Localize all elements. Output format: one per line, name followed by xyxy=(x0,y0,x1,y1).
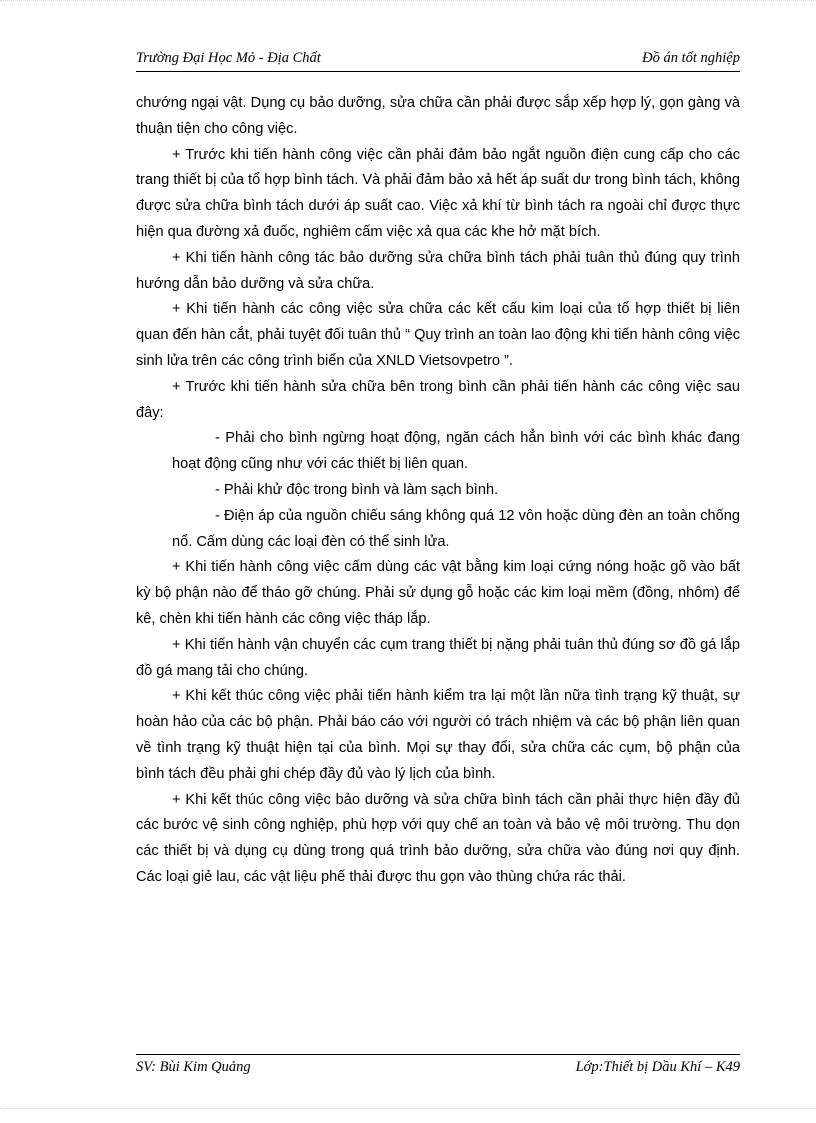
page-header xyxy=(136,50,740,72)
paragraph: + Khi tiến hành vận chuyển các cụm trang thiết bị nặng phải tuân thủ đúng sơ đồ gá lắp đồ gá mang tải cho chúng. xyxy=(136,636,740,679)
paragraph: + Khi tiến hành các công việc sửa chữa các kết cấu kim loại của tổ hợp thiết bị liên quan đến hàn cắt, phải tuyệt đối tuân thủ “ Quy trình an toàn lao động khi tiến hành công việc sinh lửa trên các công trình biển của XNLD Vietsovpetro ”. xyxy=(136,301,740,369)
header-doc-type: Đồ án tốt nghiệp xyxy=(642,50,740,66)
footer-student: SV: Bùi Kim Quảng xyxy=(136,1059,251,1075)
paragraph: + Khi tiến hành công tác bảo dưỡng sửa chữa bình tách phải tuân thủ đúng quy trình hướng dẫn bảo dưỡng và sửa chữa. xyxy=(136,249,740,292)
paragraph: + Trước khi tiến hành sửa chữa bên trong bình cần phải tiến hành các công việc sau đây: xyxy=(136,378,740,421)
paragraph: + Khi kết thúc công việc bảo dưỡng và sửa chữa bình tách cần phải thực hiện đầy đủ các bước vệ sinh công nghiệp, phù hợp với quy chế an toàn và bảo vệ môi trường. Thu dọn các thiết bị và dụng cụ dùng trong quá trình bảo dưỡng, sửa chữa vào đúng nơi quy định. Các loại giẻ lau, các vật liệu phế thải được thu gọn vào thùng chứa rác thải. xyxy=(136,791,740,885)
header-school: Trường Đại Học Mỏ - Địa Chất xyxy=(136,50,321,66)
page-footer xyxy=(136,1054,740,1080)
page-bottom-edge xyxy=(0,1108,816,1109)
sub-item: - Phải cho bình ngừng hoạt động, ngăn cách hẳn bình với các bình khác đang hoạt động cũng như với các thiết bị liên quan. xyxy=(172,430,740,473)
paragraph: + Khi kết thúc công việc phải tiến hành kiểm tra lại một lần nữa tình trạng kỹ thuật, sự hoàn hảo của các bộ phận. Phải báo cáo với người có trách nhiệm và các bộ phận liên quan về tình trạng kỹ thuật hiện tại của bình. Mọi sự thay đổi, sửa chữa các cụm, bộ phận của bình tách đều phải ghi chép đầy đủ vào lý lịch của bình. xyxy=(136,688,740,782)
sub-item: - Phải khử độc trong bình và làm sạch bình. xyxy=(215,481,499,498)
paragraph: chướng ngại vật. Dụng cụ bảo dưỡng, sửa chữa cần phải được sắp xếp hợp lý, gọn gàng và thuận tiện cho công việc. xyxy=(136,95,740,137)
sub-item: - Điện áp của nguồn chiếu sáng không quá 12 vôn hoặc dùng đèn an toàn chống nổ. Cấm dùng các loại đèn có thể sinh lửa. xyxy=(172,507,740,550)
footer-class: Lớp:Thiết bị Dầu Khí – K49 xyxy=(575,1059,740,1075)
paragraph: + Trước khi tiến hành công việc cần phải đảm bảo ngắt nguồn điện cung cấp cho các trang thiết bị của tổ hợp bình tách. Và phải đảm bảo xả hết áp suất dư trong bình tách, không được sửa chữa bình tách dưới áp suất cao. Việc xả khí từ bình tách ra ngoài chỉ được thực hiện qua đường xả đuốc, nghiêm cấm việc xả qua các khe hở mặt bích. xyxy=(136,146,740,240)
paragraph: + Khi tiến hành công việc cấm dùng các vật bằng kim loại cứng nóng hoặc gõ vào bất kỳ bộ phận nào để tháo gỡ chúng. Phải sử dụng gỗ hoặc các kim loại mềm (đồng, nhôm) để kê, chèn khi tiến hành các công việc tháp lắp. xyxy=(136,559,740,627)
document-body xyxy=(136,91,740,891)
